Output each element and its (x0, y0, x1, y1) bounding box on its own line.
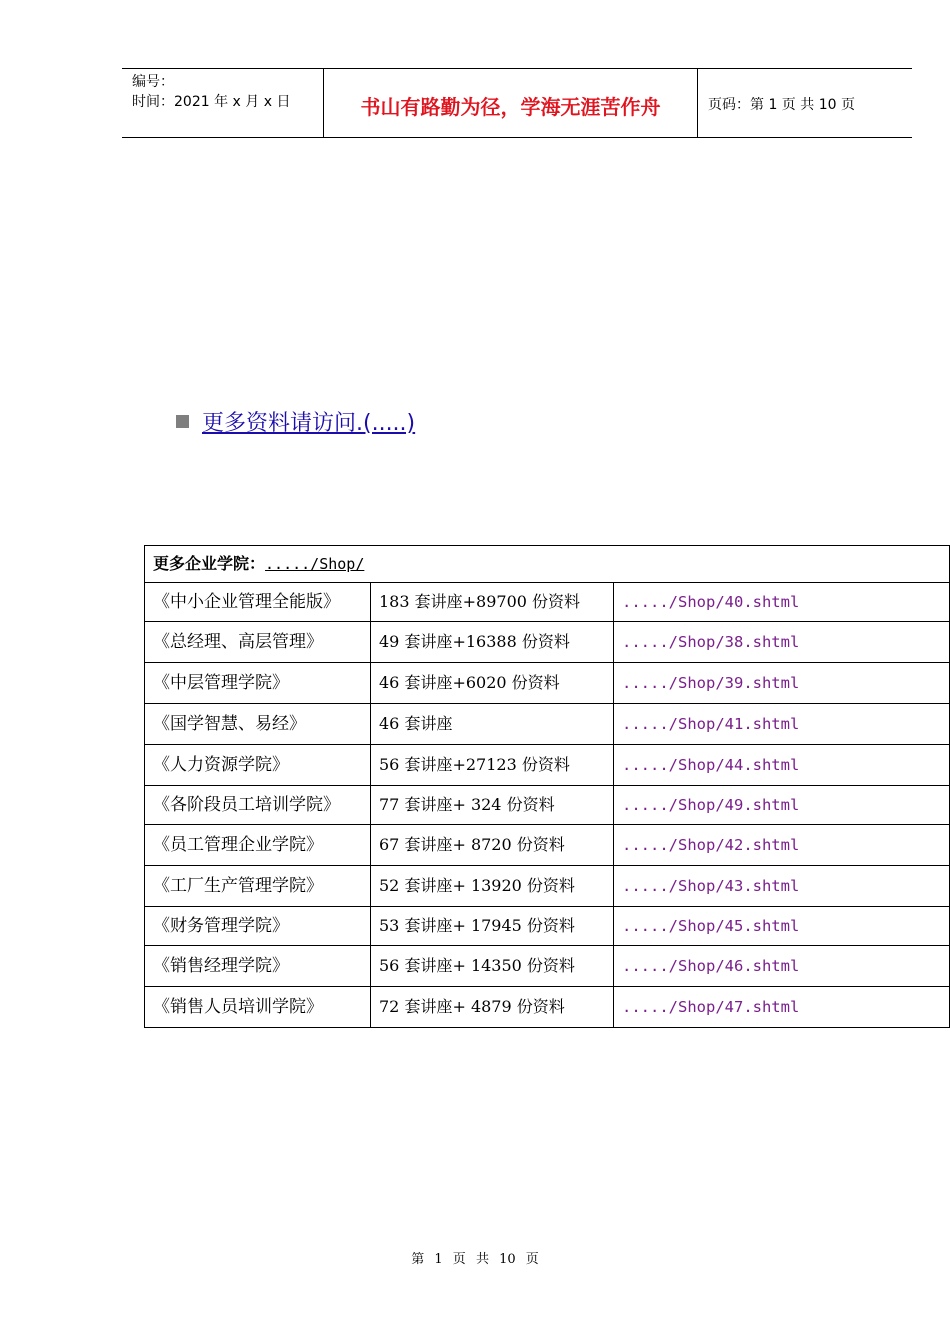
table-row (145, 583, 950, 622)
header-motto-cell (324, 69, 698, 137)
course-name-cell: 《财务管理学院》 (145, 907, 371, 946)
course-name-cell: 《销售人员培训学院》 (145, 987, 371, 1028)
table-row (145, 704, 950, 745)
course-desc-cell: 46 套讲座 (371, 704, 614, 745)
course-url-link[interactable]: ...../Shop/49.shtml (614, 786, 950, 825)
table-header-row (145, 546, 950, 583)
course-name-cell: 《员工管理企业学院》 (145, 825, 371, 866)
course-url-link[interactable]: ...../Shop/47.shtml (614, 987, 950, 1028)
course-url-link[interactable]: ...../Shop/41.shtml (614, 704, 950, 745)
header-page-cell (698, 69, 912, 137)
course-url-link[interactable]: ...../Shop/44.shtml (614, 745, 950, 786)
course-desc-cell: 72 套讲座+ 4879 份资料 (371, 987, 614, 1028)
course-url-link[interactable]: ...../Shop/42.shtml (614, 825, 950, 866)
course-url-link[interactable]: ...../Shop/39.shtml (614, 663, 950, 704)
header-label: 更多企业学院： (153, 554, 266, 573)
document-header (122, 68, 912, 138)
course-name-cell: 《国学智慧、易经》 (145, 704, 371, 745)
course-url-link[interactable]: ...../Shop/40.shtml (614, 583, 950, 622)
course-desc-cell: 53 套讲座+ 17945 份资料 (371, 907, 614, 946)
course-desc-cell: 49 套讲座+16388 份资料 (371, 622, 614, 663)
course-name-cell: 《中层管理学院》 (145, 663, 371, 704)
table-row (145, 622, 950, 663)
footer-total-pages: 10 (499, 1252, 516, 1267)
table-row (145, 663, 950, 704)
course-desc-cell: 46 套讲座+6020 份资料 (371, 663, 614, 704)
shop-link[interactable]: ...../Shop/ (265, 555, 365, 573)
footer-ye: 页 (452, 1252, 466, 1267)
course-name-cell: 《中小企业管理全能版》 (145, 583, 371, 622)
table-row (145, 866, 950, 907)
footer-gong: 共 (475, 1252, 489, 1267)
course-name-cell: 《销售经理学院》 (145, 946, 371, 987)
course-name-cell: 《各阶段员工培训学院》 (145, 786, 371, 825)
table-row (145, 825, 950, 866)
table-row (145, 786, 950, 825)
course-desc-cell: 67 套讲座+ 8720 份资料 (371, 825, 614, 866)
course-desc-cell: 56 套讲座+27123 份资料 (371, 745, 614, 786)
time-label: 时间：2021 年 x 月 x 日 (132, 94, 291, 110)
course-name-cell: 《人力资源学院》 (145, 745, 371, 786)
course-desc-cell: 183 套讲座+89700 份资料 (371, 583, 614, 622)
course-url-link[interactable]: ...../Shop/46.shtml (614, 946, 950, 987)
course-name-cell: 《总经理、高层管理》 (145, 622, 371, 663)
course-desc-cell: 56 套讲座+ 14350 份资料 (371, 946, 614, 987)
page-footer (0, 1248, 950, 1267)
table-row (145, 946, 950, 987)
table-row (145, 987, 950, 1028)
footer-ye-2: 页 (525, 1252, 539, 1267)
course-desc-cell: 52 套讲座+ 13920 份资料 (371, 866, 614, 907)
more-resources-link[interactable]: 更多资料请访问.(.....) (202, 411, 416, 436)
footer-di: 第 (411, 1252, 425, 1267)
course-url-link[interactable]: ...../Shop/43.shtml (614, 866, 950, 907)
course-url-link[interactable]: ...../Shop/38.shtml (614, 622, 950, 663)
motto: 书山有路勤为径，学海无涯苦作舟 (360, 95, 661, 119)
course-table (144, 545, 950, 1028)
page-info: 页码：第 1 页 共 10 页 (708, 97, 855, 113)
table-row (145, 745, 950, 786)
number-label: 编号： (132, 74, 174, 90)
course-desc-cell: 77 套讲座+ 324 份资料 (371, 786, 614, 825)
table-header-cell (145, 546, 950, 583)
table-row (145, 907, 950, 946)
course-url-link[interactable]: ...../Shop/45.shtml (614, 907, 950, 946)
square-bullet-icon (176, 415, 189, 428)
footer-page-number: 1 (434, 1252, 443, 1267)
header-meta-cell (122, 69, 324, 137)
course-name-cell: 《工厂生产管理学院》 (145, 866, 371, 907)
